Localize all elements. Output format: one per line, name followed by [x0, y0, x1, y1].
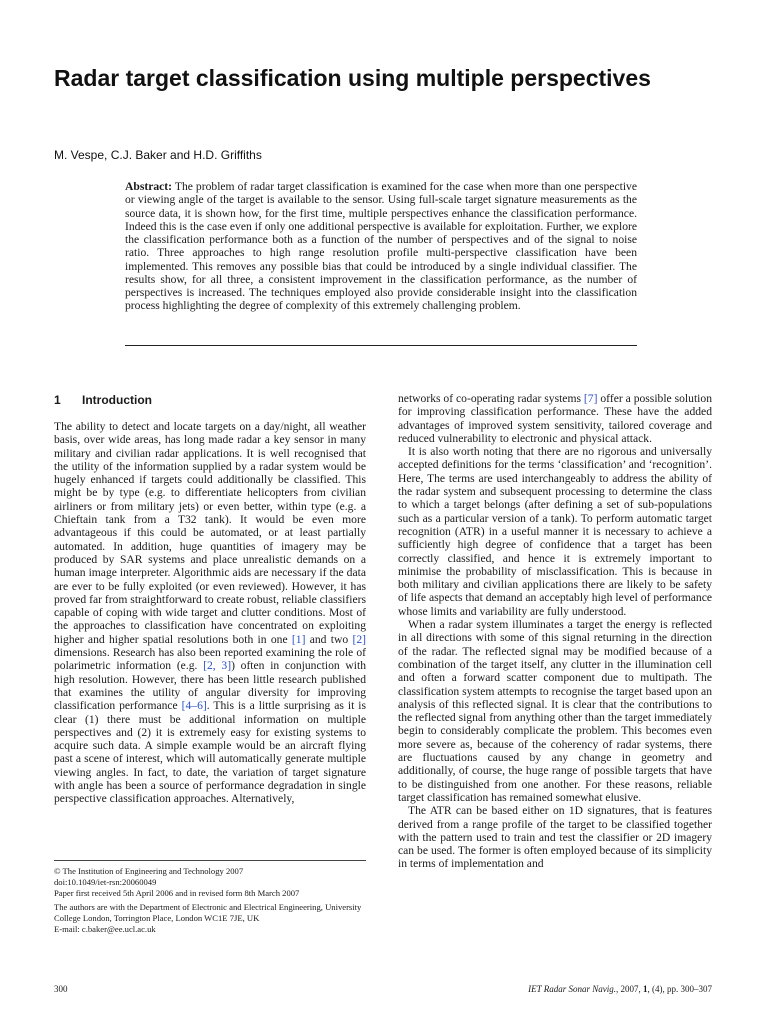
author-list: M. Vespe, C.J. Baker and H.D. Griffiths [54, 148, 262, 162]
footnotes [54, 866, 366, 935]
journal-volume: 1 [643, 984, 648, 994]
body-text: ) often in conjunction with high resolution. However, there has been little research published that examines the utility of angular diversity for improving classification performance [54, 659, 366, 713]
paper-title: Radar target classification using multiple perspectives [54, 65, 651, 91]
intro-paragraph-atr: The ATR can be based either on 1D signatures, that is features derived from a range profile of the target to be classified together with the pattern used to train and test the classifier or 2D imagery can be used. The former is often employed because of its simplicity in terms of implementation and [398, 804, 712, 871]
citation-link-1[interactable]: [1] [291, 632, 306, 646]
citation-link-4-6[interactable]: [4–6] [181, 699, 207, 713]
body-text: and two [305, 632, 353, 646]
journal-citation [528, 984, 712, 994]
section-title: Introduction [82, 393, 152, 407]
left-column [54, 420, 366, 806]
abstract-divider [125, 345, 637, 346]
citation-link-7[interactable]: [7] [583, 392, 598, 405]
page-number: 300 [54, 984, 68, 994]
footnote-divider [54, 860, 366, 861]
journal-name: IET Radar Sonar Navig. [528, 984, 616, 994]
citation-link-2[interactable]: [2] [352, 632, 367, 646]
journal-year: , 2007, [616, 984, 643, 994]
body-text: networks of co-operating radar systems [398, 392, 584, 405]
copyright-note: © The Institution of Engineering and Technology 2007 [54, 866, 244, 876]
affiliation-note: The authors are with the Department of Electronic and Electrical Engineering, University College London, Torrington Place, London WC1E 7JE, UK [54, 902, 362, 923]
right-column [398, 392, 712, 871]
body-text: offer a possible solution for improving classification performance. These have the added advantages of improved system sensitivity, tailored coverage and reduced vulnerability to electronic and physical attack. [398, 392, 712, 445]
body-text: . This is a little surprising as it is clear (1) there must be additional information on multiple perspectives and (2) it is extremely easy for existing systems to acquire such data. A simple example would be an aircraft flying past a scene of interest, which will automatically generate multiple viewing angles. In fact, to date, the variation of target signature with angle has been a source of performance degradation in single perspective classification approaches. Alternatively, [54, 699, 366, 806]
abstract [125, 180, 637, 313]
section-heading [54, 393, 152, 407]
abstract-text: The problem of radar target classification is examined for the case when more than one perspective or viewing angle of the target is available to the sensor. Using full-scale target signature measurements as the source data, it is shown how, for the first time, multiple perspectives enhance the classification performance. Indeed this is the case even if only one additional perspective is available for exploitation. Further, we explore the classification performance both as a function of the number of perspectives and of the signal to noise ratio. Three approaches to high range resolution profile multi-perspective classification have been implemented. This removes any possible bias that could be introduced by a single individual classifier. The results show, for all three, a consistent improvement in the classification performance, as the number of perspectives is increased. The techniques employed also provide considerable insight into the classification process highlighting the degree of complexity of this extremely challenging problem. [125, 180, 637, 313]
intro-paragraph-reflection: When a radar system illuminates a target the energy is reflected in all directions with some of this signal returning in the direction of the radar. The reflected signal may be modified because of a combination of the target itself, any clutter in the illumination cell and often a forward scatter component due to multipath. The classification system attempts to recognise the target based upon an analysis of this reflected signal. It is clear that the contributions to the reflected signal from anything other than the target immediately begin to considerably complicate the problem. This becomes even more severe as, because of the coherency of radar systems, there are fluctuations caused by any change in geometry and additionally, of course, the huge range of possible targets that have to be distinguished from one another. For these reasons, reliable target classification has remained somewhat elusive. [398, 618, 712, 804]
abstract-label: Abstract: [125, 180, 173, 193]
email-note: E-mail: c.baker@ee.ucl.ac.uk [54, 924, 156, 934]
citation-link-2-3[interactable]: [2, 3] [203, 659, 232, 673]
intro-paragraph-1 [54, 420, 366, 806]
journal-pages: , (4), pp. 300–307 [647, 984, 712, 994]
body-text: The ability to detect and locate targets on a day/night, all weather basis, over wide areas, has long made radar a key sensor in many military and civilian radar applications. It is well recognised that the utility of the information supplied by a radar system would be hugely enhanced if targets could additionally be classified. This might be by type (e.g. to differentiate helicopters from civilian airliners or from military jets) or even better, within type (e.g. a Chieftain tank from a T32 tank). It would be even more advantageous if this could be automated, or at least partially automated. In addition, huge quantities of imagery may be produced by SAR systems and place unrealistic demands on a human image interpreter. Algorithmic aids are necessary if the data are ever to be fully exploited (or even reviewed). However, it has proved far from straightforward to create robust, reliable classifiers capable of coping with wide target and clutter conditions. Most of the approaches to classification have concentrated on exploiting higher and higher spatial resolutions both in one [54, 420, 366, 646]
section-number: 1 [54, 393, 61, 407]
intro-paragraph-continued [398, 392, 712, 445]
intro-paragraph-definitions: It is also worth noting that there are no rigorous and universally accepted definitions for the terms ‘classification’ and ‘recognition’. Here, The terms are used interchangeably to address the ability of the radar system and subsequent processing to determine the class to which a target belongs (after defining a set of sub-populations such as a particular version of a tank). To perform automatic target recognition (ATR) in a useful manner it is necessary to achieve a sufficiently high degree of confidence that a target has been correctly classified, and hence it is extremely important to minimise the probability of misclassification. This is because in both military and civilian applications there are likely to be safety of life aspects that demand an acceptably high level of performance whose limits and variability are fully understood. [398, 445, 712, 618]
body-text: dimensions. Research has also been reported examining the role of polarimetric information (e.g. [54, 646, 366, 673]
doi-note: doi:10.1049/iet-rsn:20060049 [54, 877, 157, 887]
received-note: Paper first received 5th April 2006 and in revised form 8th March 2007 [54, 888, 300, 898]
